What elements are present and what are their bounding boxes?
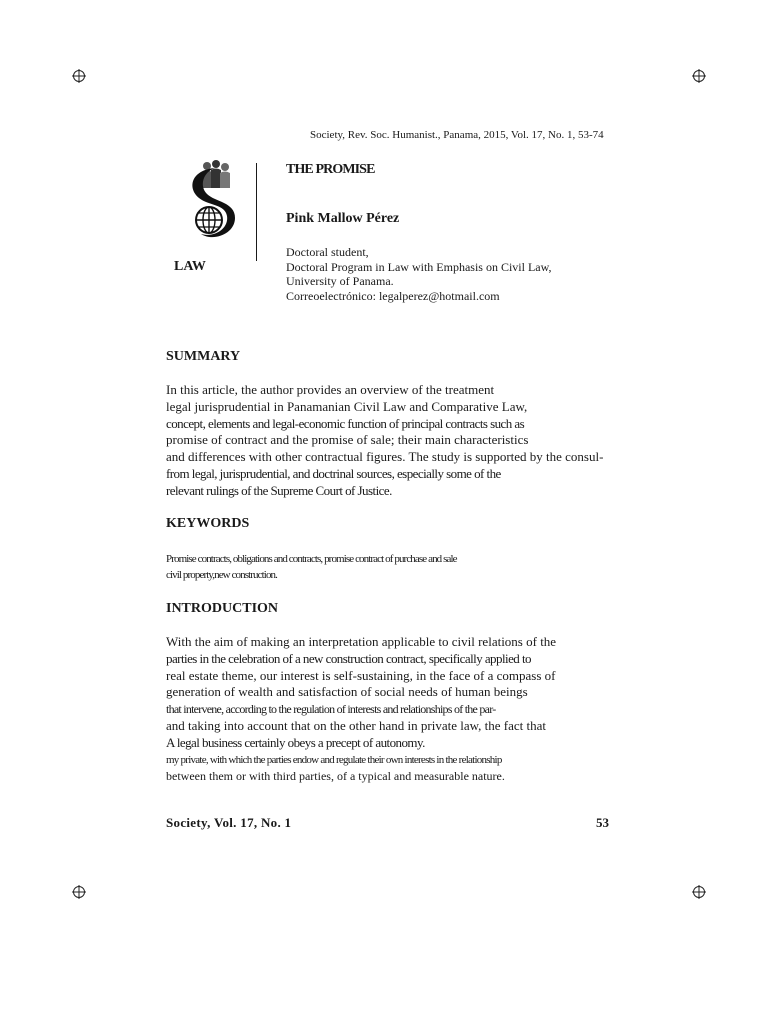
section-label: LAW [174,259,206,274]
summary-heading: SUMMARY [166,349,241,364]
introduction-line: and taking into account that on the other hand in private law, the fact that [166,717,547,733]
keywords-heading: KEYWORDS [166,516,250,531]
summary-line: concept, elements and legal-economic function of principal contracts such as [166,415,525,431]
keywords-line: civil property,new construction. [166,569,278,581]
article-title: THE PROMISE [286,162,375,177]
introduction-line: that intervene, according to the regulation of interests and relationships of the par- [166,702,496,717]
affiliation-line: Doctoral student, [286,245,369,259]
keywords-list [166,551,457,583]
summary-paragraph [166,382,603,500]
author-name: Pink Mallow Pérez [286,211,400,226]
registration-mark-icon [692,69,706,83]
introduction-heading: INTRODUCTION [166,601,279,616]
introduction-line: between them or with third parties, of a typical and measurable nature. [166,769,505,784]
summary-line: legal jurisprudential in Panamanian Civil Law and Comparative Law, [166,398,528,414]
affiliation-line: University of Panama. [286,274,394,289]
registration-mark-icon [72,885,86,899]
summary-line: and differences with other contractual figures. The study is supported by the consul- [166,449,604,465]
header-divider [256,163,257,261]
introduction-line: generation of wealth and satisfaction of social needs of human beings [166,684,528,700]
running-header: Society, Rev. Soc. Humanist., Panama, 2015, Vol. 17, No. 1, 53-74 [310,129,604,141]
introduction-line: With the aim of making an interpretation applicable to civil relations of the [166,634,557,649]
author-email: Correoelectrónico: legalperez@hotmail.com [286,288,500,303]
registration-mark-icon [692,885,706,899]
author-affiliation [286,245,552,303]
introduction-paragraph [166,634,556,785]
summary-line: In this article, the author provides an overview of the treatment [166,382,495,397]
introduction-line: A legal business certainly obeys a precept of autonomy. [166,734,425,750]
affiliation-line: Doctoral Program in Law with Emphasis on Civil Law, [286,259,552,274]
summary-line: relevant rulings of the Supreme Court of Justice. [166,482,392,498]
registration-mark-icon [72,69,86,83]
page-number: 53 [596,815,609,830]
keywords-line: Promise contracts, obligations and contracts, promise contract of purchase and sale [166,553,457,565]
journal-logo-icon [185,158,243,244]
footer-journal: Society, Vol. 17, No. 1 [166,815,292,830]
introduction-line: real estate theme, our interest is self-sustaining, in the face of a compass of [166,667,556,683]
summary-line: promise of contract and the promise of sale; their main characteristics [166,432,529,448]
introduction-line: parties in the celebration of a new construction contract, specifically applied to [166,650,531,666]
introduction-line: my private, with which the parties endow and regulate their own interests in the relationship [166,753,502,766]
summary-line: from legal, jurisprudential, and doctrinal sources, especially some of the [166,465,501,481]
